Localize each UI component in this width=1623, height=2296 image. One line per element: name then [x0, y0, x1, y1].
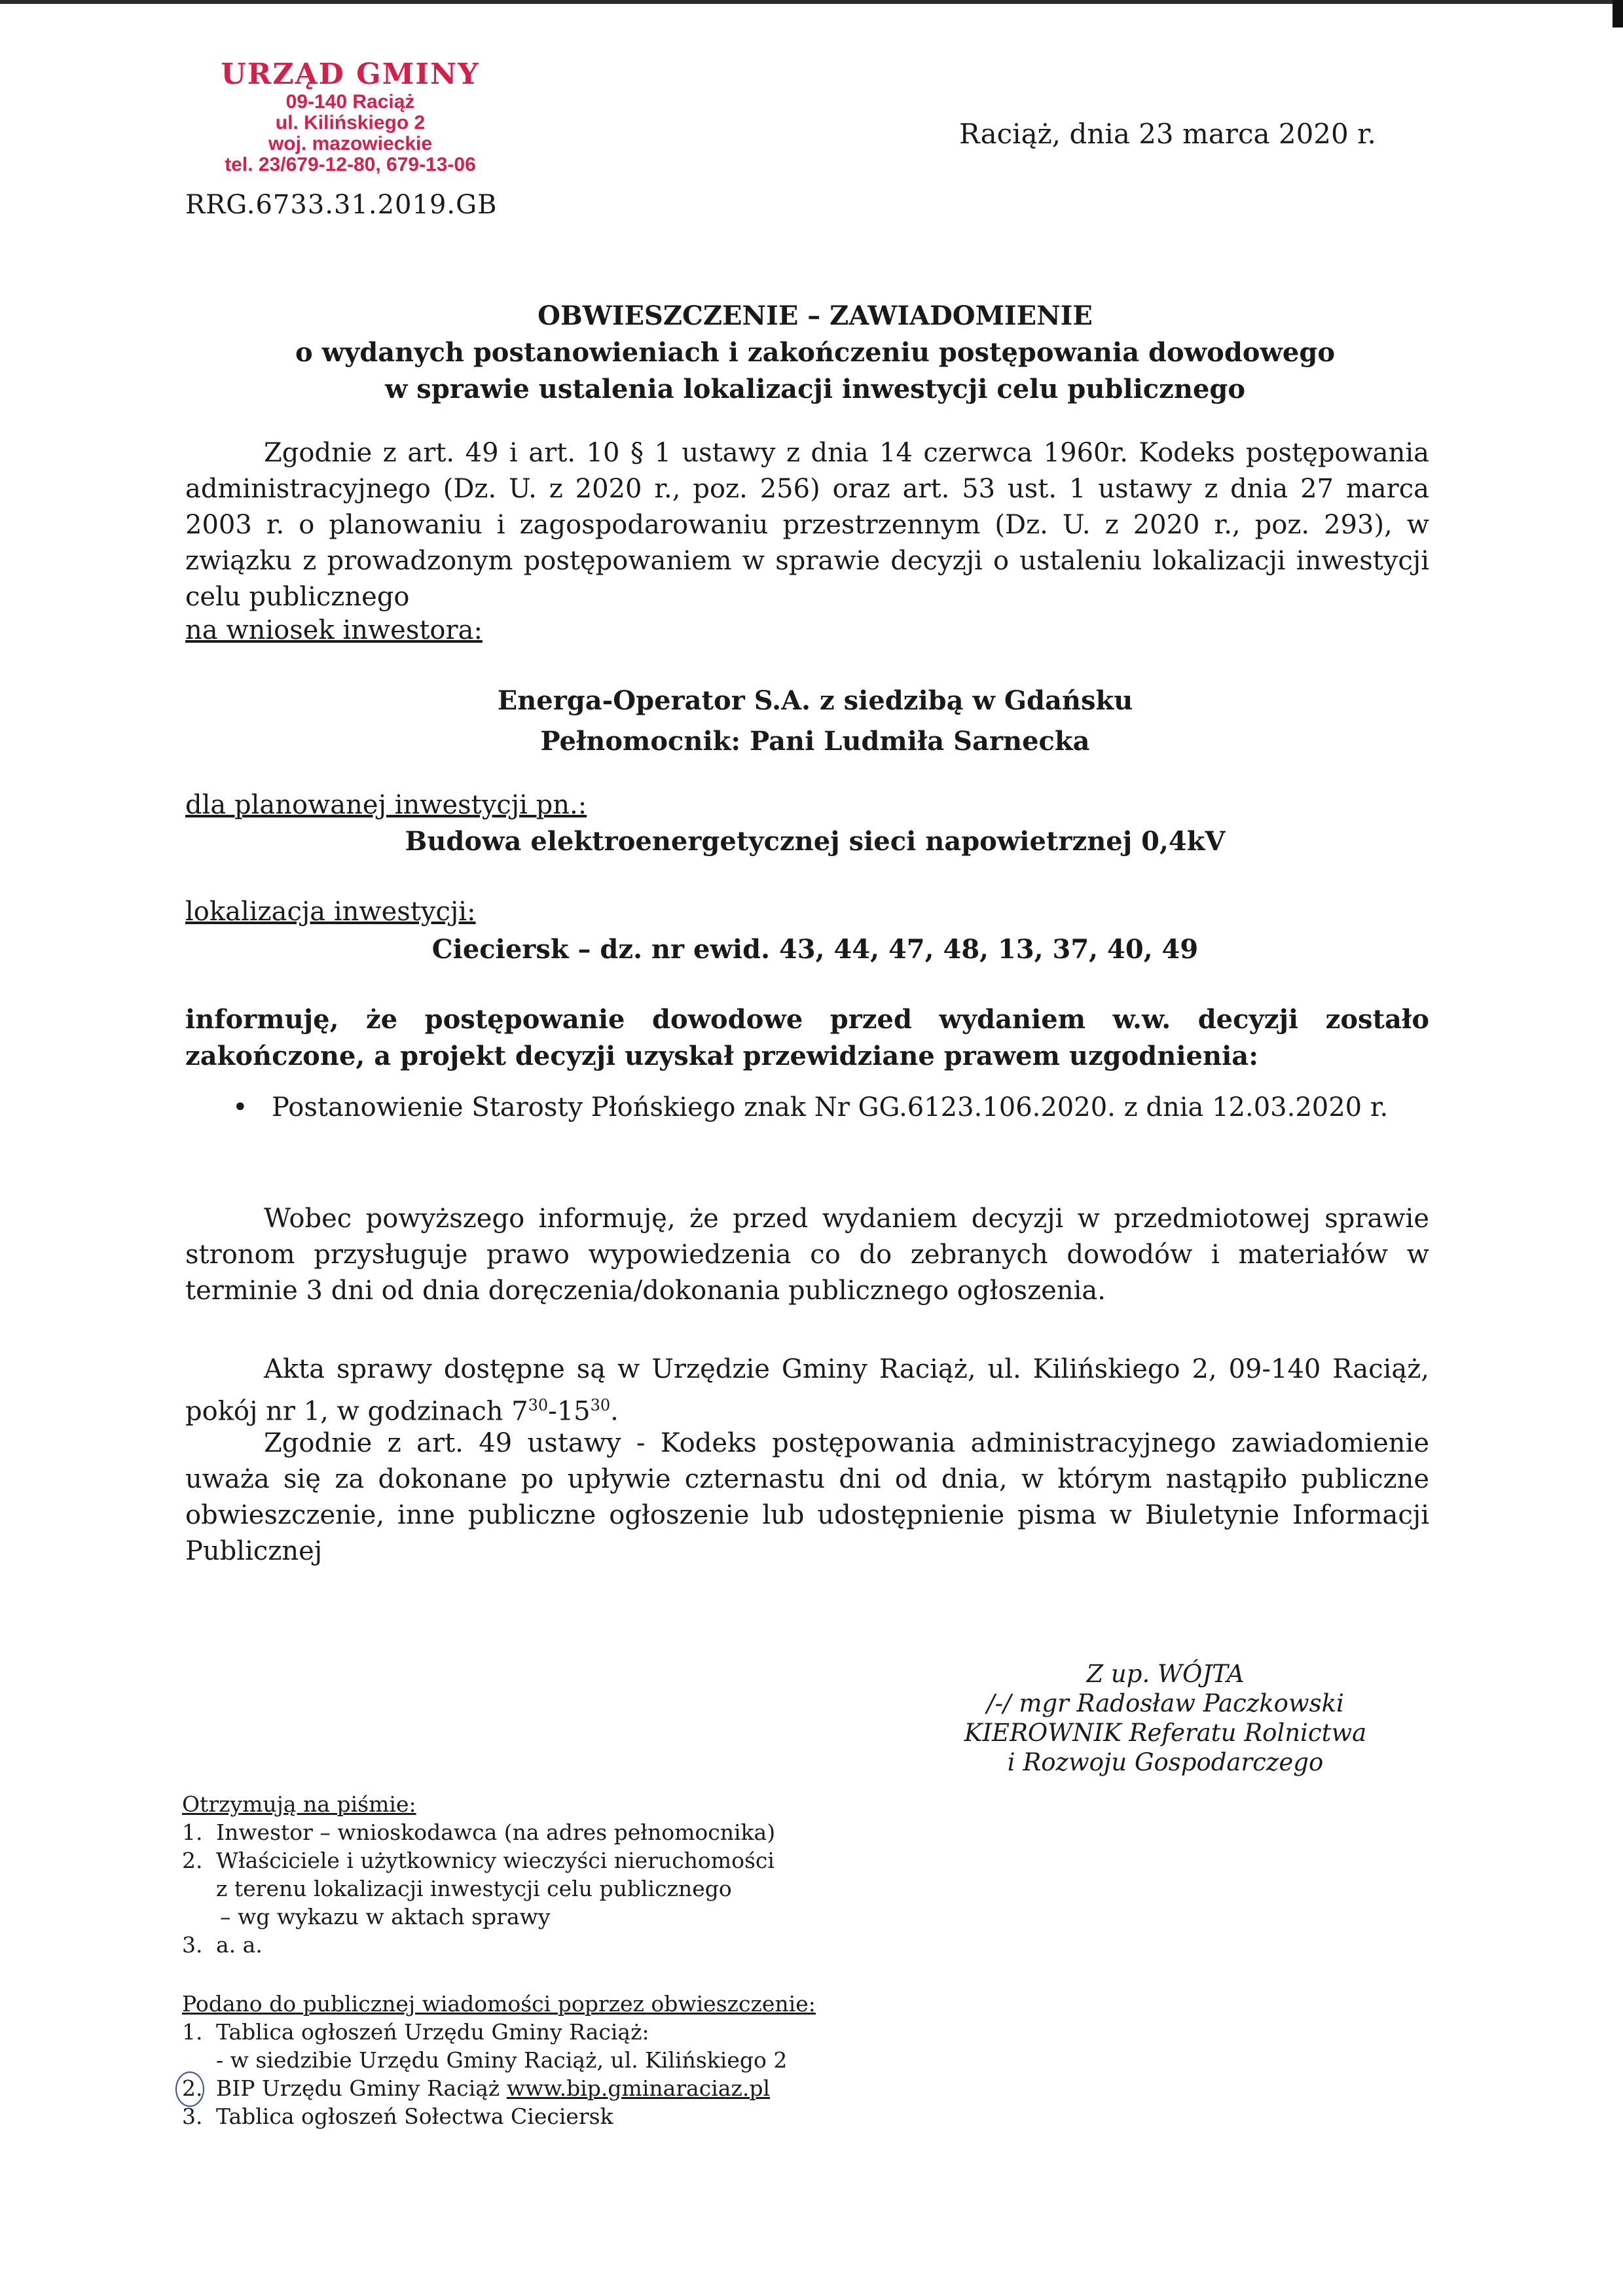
hours-end-min: 30: [590, 1396, 611, 1414]
list-text: Właściciele i użytkownicy wieczyści nieruchomości: [216, 1848, 775, 1873]
list-number: 1.: [182, 1820, 203, 1845]
title-line-3: w sprawie ustalenia lokalizacji inwestycji celu publicznego: [384, 374, 1246, 404]
list-number: 1.: [182, 2019, 203, 2045]
list-item: [182, 2018, 816, 2046]
list-number-circled: [182, 2074, 216, 2102]
intro-paragraph: Zgodnie z art. 49 i art. 10 § 1 ustawy z dnia 14 czerwca 1960r. Kodeks postępowania administracyjnego (Dz. U. z 2020 r., poz. 256) oraz art. 53 ust. 1 ustawy z dnia 27 marca 2003 r. o planowaniu i zagospodarowaniu przestrzennym (Dz. U. z 2020 r., poz. 293), w związku z prowadzonym postępowaniem w sprawie decyzji o ustaleniu lokalizacji inwestycji celu publicznego: [185, 438, 1429, 612]
list-item: [182, 1846, 775, 1874]
pen-circle-mark: [175, 2072, 204, 2107]
publication-list: [182, 1990, 816, 2130]
title-line-1: OBWIESZCZENIE – ZAWIADOMIENIE: [538, 300, 1093, 331]
date-line: Raciąż, dnia 23 marca 2020 r.: [959, 118, 1376, 150]
applicant-name: Energa-Operator S.A. z siedzibą w Gdańsku: [497, 685, 1133, 716]
document-title: [177, 298, 1453, 408]
applicant-proxy: Pełnomocnik: Pani Ludmiła Sarnecka: [540, 726, 1090, 757]
signature-line-3: KIEROWNIK Referatu Rolnictwa: [964, 1719, 1367, 1747]
signature-block: [903, 1659, 1427, 1777]
list-text: Tablica ogłoszeń Sołectwa Cieciersk: [216, 2104, 613, 2129]
location-label: lokalizacja inwestycji:: [185, 897, 476, 927]
location-value: Cieciersk – dz. nr ewid. 43, 44, 47, 48, 13, 37, 40, 49: [431, 934, 1199, 965]
list-text: Inwestor – wnioskodawca (na adres pełnomocnika): [216, 1820, 776, 1845]
signature-line-4: i Rozwoju Gospodarczego: [1007, 1748, 1324, 1776]
approval-bullet: [232, 1090, 1431, 1126]
stamp-phone: tel. 23/679-12-80, 679-13-06: [225, 154, 476, 175]
statement-paragraph: informuję, że postępowanie dowodowe przed wydaniem w.w. decyzji zostało zakończone, a projekt decyzji uzyskał przewidziane prawem uzgodnienia:: [185, 1004, 1429, 1071]
rights-paragraph: Wobec powyższego informuję, że przed wydaniem decyzji w przedmiotowej sprawie stronom przysługuje prawo wypowiedzenia co do zebranych dowodów i materiałów w terminie 3 dni od dnia doręczenia/dokonania publicznego ogłoszenia.: [185, 1204, 1429, 1306]
list-number: 2.: [182, 2075, 203, 2101]
files-end: .: [610, 1396, 619, 1427]
list-text: BIP Urzędu Gminy Raciąż: [216, 2075, 507, 2101]
list-text: a. a.: [216, 1932, 263, 1958]
signature-line-2: /-/ mgr Radosław Paczkowski: [987, 1689, 1344, 1717]
applicant-block: [177, 681, 1453, 762]
investment-label: dla planowanej inwestycji pn.:: [185, 790, 587, 820]
bullet-text: Postanowienie Starosty Płońskiego znak Nr GG.6123.106.2020. z dnia 12.03.2020 r.: [272, 1092, 1389, 1122]
scan-edge-top: [0, 0, 1623, 4]
list-text-continued: – wg wykazu w aktach sprawy: [220, 1904, 551, 1929]
stamp-voivodeship: woj. mazowieckie: [268, 133, 433, 154]
stamp-title: URZĄD GMINY: [221, 58, 480, 91]
list-item: [182, 2102, 816, 2130]
reference-number: RRG.6733.31.2019.GB: [185, 190, 498, 220]
hours-start-min: 30: [528, 1396, 549, 1414]
investment-name: Budowa elektroenergetycznej sieci napowietrznej 0,4kV: [405, 826, 1226, 857]
publication-heading: Podano do publicznej wiadomości poprzez obwieszczenie:: [182, 1991, 816, 2017]
list-number: 3.: [182, 2104, 203, 2129]
stamp-postal: 09-140 Raciąż: [285, 91, 415, 113]
notice-paragraph: Zgodnie z art. 49 ustawy - Kodeks postępowania administracyjnego zawiadomienie uważa się za dokonane po upływie czternastu dni od dnia, w którym nastąpiło publiczne obwieszczenie, inne publiczne ogłoszenie lub udostępnienie pisma w Biuletynie Informacji Publicznej: [185, 1428, 1429, 1566]
list-text: Tablica ogłoszeń Urzędu Gminy Raciąż:: [216, 2019, 649, 2045]
stamp-street: ul. Kilińskiego 2: [275, 112, 426, 134]
scan-edge-corner: [1613, 0, 1623, 27]
list-number: 2.: [182, 1848, 203, 1873]
bullet-icon: •: [232, 1092, 248, 1122]
files-text: Akta sprawy dostępne są w Urzędzie Gminy Raciąż, ul. Kilińskiego 2, 09-140 Raciąż, pokój nr 1, w godzinach: [185, 1354, 1429, 1427]
list-item: [182, 1818, 775, 1846]
applicant-label: na wniosek inwestora:: [185, 615, 483, 645]
signature-line-1: Z up. WÓJTA: [1086, 1660, 1245, 1688]
hours-end: 15: [556, 1396, 591, 1427]
title-line-2: o wydanych postanowieniach i zakończeniu postępowania dowodowego: [295, 337, 1335, 368]
list-number: 3.: [182, 1932, 203, 1958]
recipients-list: [182, 1790, 775, 1959]
office-stamp: [196, 58, 504, 175]
recipients-heading: Otrzymują na piśmie:: [182, 1791, 416, 1817]
list-item: [182, 2074, 816, 2102]
list-text-continued: z terenu lokalizacji inwestycji celu publicznego: [216, 1876, 732, 1901]
hours-start: 7: [511, 1396, 528, 1427]
hours-dash: -: [548, 1396, 557, 1427]
bip-link[interactable]: www.bip.gminaraciaz.pl: [506, 2075, 771, 2101]
list-item: [182, 1931, 775, 1959]
files-paragraph: [185, 1352, 1429, 1429]
list-text-continued: - w siedzibie Urzędu Gminy Raciąż, ul. Kilińskiego 2: [216, 2047, 788, 2073]
